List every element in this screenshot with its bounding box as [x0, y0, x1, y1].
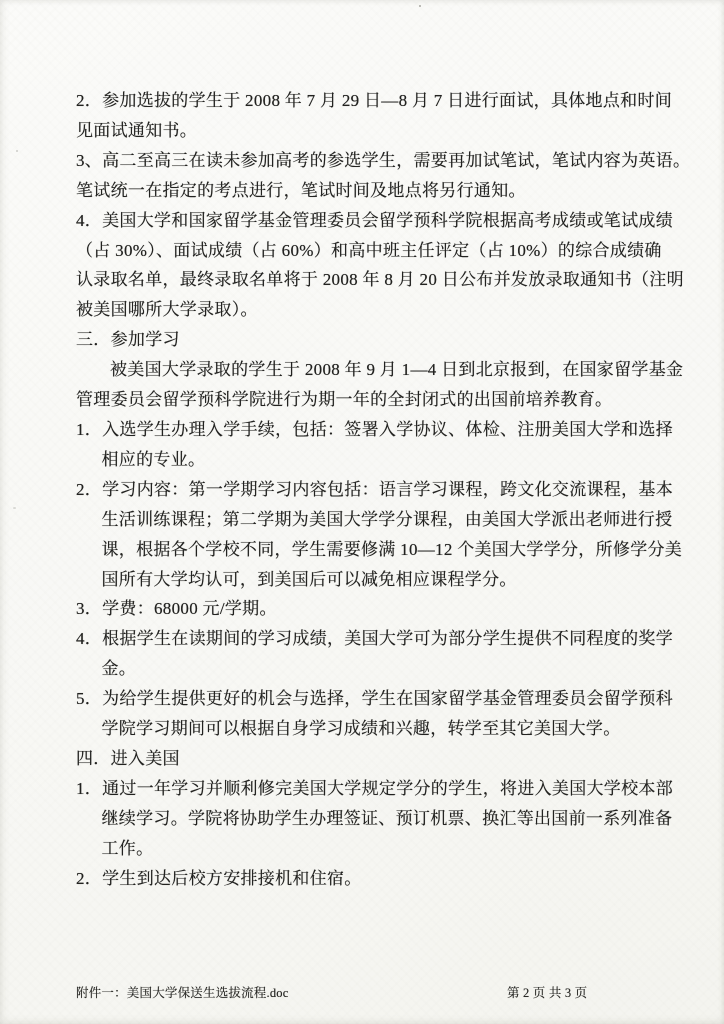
footer-page-number: 第 2 页 共 3 页	[507, 986, 588, 1000]
scan-speck	[16, 150, 18, 152]
doc-line: 3、高二至高三在读未参加高考的参选学生，需要再加试笔试，笔试内容为英语。	[76, 150, 691, 170]
scan-speck	[419, 5, 421, 7]
doc-line: 学院学习期间可以根据自身学习成绩和兴趣，转学至其它美国大学。	[101, 719, 621, 739]
page-footer	[0, 983, 724, 1003]
list-item	[76, 206, 684, 326]
doc-line: 1．入选学生办理入学手续，包括：签署入学协议、体检、注册美国大学和选择	[76, 419, 673, 439]
doc-line: 4．根据学生在读期间的学习成绩，美国大学可为部分学生提供不同程度的奖学	[76, 629, 673, 649]
section-heading	[76, 325, 656, 355]
doc-line: 5．为给学生提供更好的机会与选择，学生在国家留学基金管理委员会留学预科	[76, 689, 673, 709]
list-item	[76, 624, 673, 684]
doc-line: 工作。	[101, 838, 154, 858]
doc-line: 四．进入美国	[76, 748, 180, 768]
scan-speck	[13, 507, 16, 509]
section-heading	[76, 744, 656, 774]
doc-line: 2．学生到达后校方安排接机和住宿。	[76, 868, 362, 888]
document-body	[76, 86, 691, 893]
doc-line: 课，根据各个学校不同，学生需要修满 10—12 个美国大学学分，所修学分美	[101, 539, 683, 559]
paragraph	[76, 355, 684, 415]
doc-line: 相应的专业。	[101, 449, 206, 469]
doc-line: 生活训练课程；第二学期为美国大学学分课程，由美国大学派出老师进行授	[101, 509, 673, 529]
footer-attachment-label: 附件一：美国大学保送生选拔流程.doc	[76, 986, 289, 1000]
doc-line: 被美国大学录取的学生于 2008 年 9 月 1—4 日到北京报到，在国家留学基金	[110, 360, 684, 380]
doc-line: 认录取名单，最终录取名单将于 2008 年 8 月 20 日公布并发放录取通知书（注明	[76, 270, 684, 290]
list-item	[76, 774, 673, 864]
doc-line: 管理委员会留学预科学院进行为期一年的全封闭式的出国前培养教育。	[76, 390, 613, 410]
list-item	[76, 415, 673, 475]
doc-line: 三．参加学习	[76, 330, 180, 350]
doc-line: 见面试通知书。	[76, 120, 198, 140]
doc-line: 笔试统一在指定的考点进行，笔试时间及地点将另行通知。	[76, 180, 526, 200]
doc-line: 2．参加选拔的学生于 2008 年 7 月 29 日—8 月 7 日进行面试，具体地点和时间	[76, 91, 673, 110]
list-item	[76, 684, 673, 744]
doc-line: 4．美国大学和国家留学基金管理委员会留学预科学院根据高考成绩或笔试成绩	[76, 210, 673, 230]
doc-line: 金。	[101, 659, 137, 679]
doc-line: 3．学费：68000 元/学期。	[76, 599, 277, 619]
doc-line: 1．通过一年学习并顺利修完美国大学规定学分的学生，将进入美国大学校本部	[76, 778, 673, 798]
list-item	[76, 146, 691, 206]
doc-line: （占 30%）、面试成绩（占 60%）和高中班主任评定（占 10%）的综合成绩确	[76, 240, 662, 260]
doc-line: 被美国哪所大学录取）。	[76, 300, 258, 320]
list-item	[76, 864, 656, 894]
doc-line: 国所有大学均认可，到美国后可以减免相应课程学分。	[101, 569, 517, 589]
doc-line: 2．学习内容：第一学期学习内容包括：语言学习课程，跨文化交流课程，基本	[76, 479, 673, 499]
list-item	[76, 475, 683, 595]
list-item	[76, 86, 673, 146]
doc-line: 继续学习。学院将协助学生办理签证、预订机票、换汇等出国前一系列准备	[101, 808, 673, 828]
list-item	[76, 594, 656, 624]
